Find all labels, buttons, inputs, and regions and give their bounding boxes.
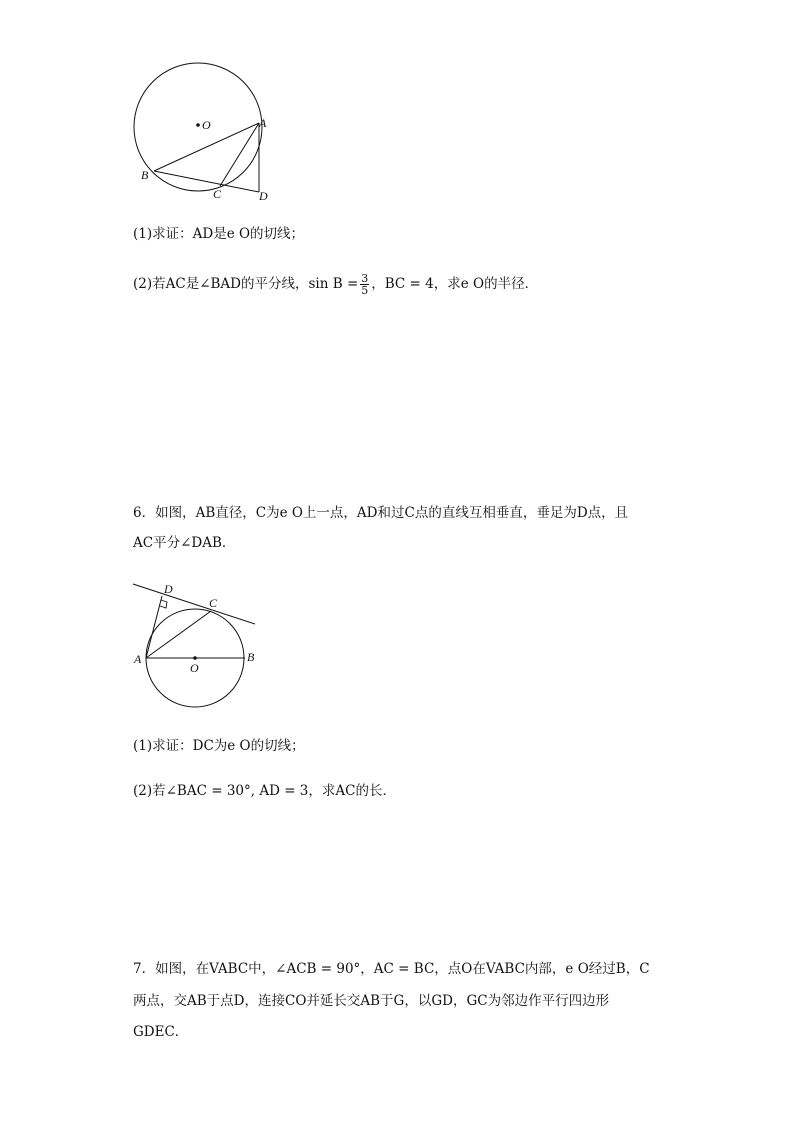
center-dot: [193, 656, 197, 660]
label-c: C: [209, 596, 218, 610]
circle-o: [134, 63, 262, 191]
figure-1-circle-tangent: [125, 55, 285, 210]
p5-question-2: [133, 273, 538, 296]
fraction-denominator: 5: [361, 284, 369, 297]
fraction-three-fifths: [360, 273, 369, 296]
p6-question-2: (2)若∠BAC = 30°, AD = 3，求AC的长．: [133, 783, 396, 799]
segment-bd: [154, 171, 259, 192]
label-o: O: [190, 661, 199, 675]
p7-stem-line-1: 7．如图，在VABC中，∠ACB = 90°，AC = BC，点O在VABC内部，e O经过B，C: [133, 961, 650, 977]
label-a: A: [134, 652, 142, 666]
label-a: A: [259, 116, 267, 130]
label-d: D: [164, 582, 173, 596]
p5-q2-post: ，BC = 4，求e O的半径．: [371, 276, 539, 292]
segment-ac: [146, 611, 211, 658]
p7-stem-line-3: GDEC．: [133, 1024, 189, 1040]
fraction-numerator: 3: [361, 272, 369, 285]
p6-stem-line-2: AC平分∠DAB．: [133, 535, 236, 551]
label-b: B: [141, 168, 149, 182]
p5-question-1: (1)求证：AD是e O的切线；: [133, 226, 305, 242]
p6-question-1: (1)求证：DC为e O的切线；: [133, 738, 305, 754]
label-o: O: [202, 118, 211, 132]
label-c: C: [213, 187, 222, 201]
p5-q2-pre: (2)若AC是∠BAD的平分线，sin B =: [133, 276, 359, 292]
label-d: D: [259, 189, 268, 203]
p6-stem-line-1: 6．如图，AB直径，C为e O上一点，AD和过C点的直线互相垂直，垂足为D点，且: [133, 505, 629, 521]
tangent-line: [133, 584, 255, 624]
label-b: B: [247, 650, 255, 664]
figure-2-circle-tangent: [125, 578, 265, 713]
center-dot: [196, 123, 200, 127]
p7-stem-line-2: 两点，交AB于点D，连接CO并延长交AB于G，以GD，GC为邻边作平行四边形: [133, 993, 610, 1009]
